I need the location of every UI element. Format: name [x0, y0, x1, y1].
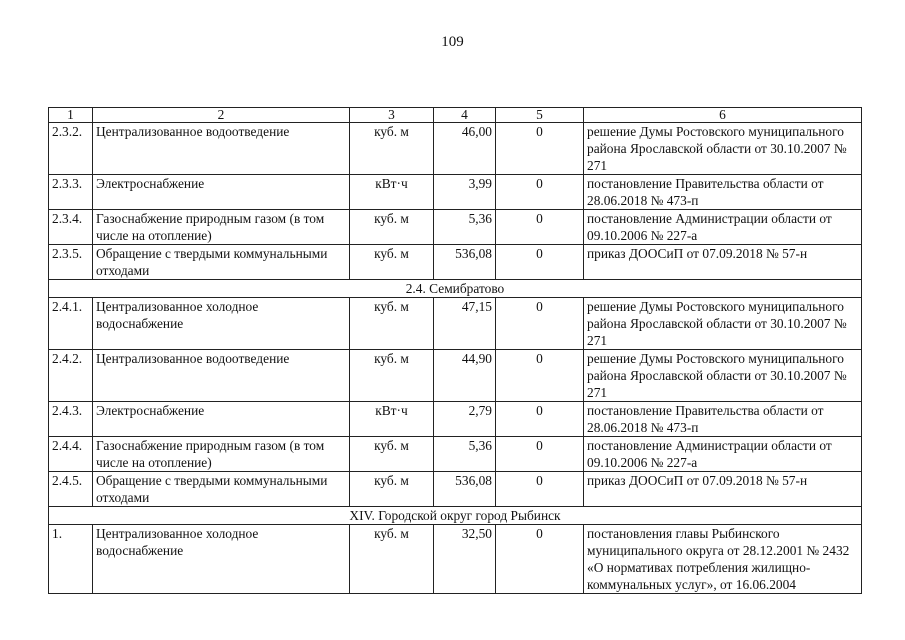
column5-value: 0	[496, 245, 584, 280]
header-cell: 6	[584, 108, 862, 123]
row-number: 2.4.5.	[49, 472, 93, 507]
unit-of-measure: куб. м	[350, 210, 434, 245]
norm-value: 2,79	[434, 402, 496, 437]
row-number: 1.	[49, 525, 93, 594]
unit-of-measure: куб. м	[350, 245, 434, 280]
section-heading-row	[49, 507, 862, 525]
table-row	[49, 298, 862, 350]
legal-basis: решение Думы Ростовского муниципального района Ярославской области от 30.10.2007 № 271	[584, 123, 862, 175]
unit-of-measure: куб. м	[350, 298, 434, 350]
column5-value: 0	[496, 175, 584, 210]
unit-of-measure: куб. м	[350, 437, 434, 472]
column5-value: 0	[496, 123, 584, 175]
header-cell: 3	[350, 108, 434, 123]
legal-basis: постановление Администрации области от 09.10.2006 № 227-а	[584, 210, 862, 245]
column5-value: 0	[496, 350, 584, 402]
unit-of-measure: куб. м	[350, 350, 434, 402]
header-cell: 2	[93, 108, 350, 123]
norm-value: 47,15	[434, 298, 496, 350]
table-body	[49, 108, 862, 594]
header-cell: 1	[49, 108, 93, 123]
table-header-row	[49, 108, 862, 123]
row-number: 2.3.2.	[49, 123, 93, 175]
page-number: 109	[441, 34, 464, 50]
norms-table	[48, 107, 862, 594]
table-row	[49, 402, 862, 437]
table-row	[49, 210, 862, 245]
unit-of-measure: кВт·ч	[350, 402, 434, 437]
norm-value: 46,00	[434, 123, 496, 175]
service-name: Электроснабжение	[93, 402, 350, 437]
table-row	[49, 175, 862, 210]
norm-value: 536,08	[434, 245, 496, 280]
unit-of-measure: куб. м	[350, 123, 434, 175]
service-name: Централизованное водоотведение	[93, 123, 350, 175]
column5-value: 0	[496, 472, 584, 507]
unit-of-measure: куб. м	[350, 525, 434, 594]
column5-value: 0	[496, 402, 584, 437]
norm-value: 3,99	[434, 175, 496, 210]
norm-value: 5,36	[434, 437, 496, 472]
column5-value: 0	[496, 437, 584, 472]
row-number: 2.4.3.	[49, 402, 93, 437]
service-name: Газоснабжение природным газом (в том числе на отопление)	[93, 437, 350, 472]
legal-basis: постановление Правительства области от 28.06.2018 № 473-п	[584, 175, 862, 210]
legal-basis: приказ ДООСиП от 07.09.2018 № 57-н	[584, 245, 862, 280]
row-number: 2.4.1.	[49, 298, 93, 350]
unit-of-measure: кВт·ч	[350, 175, 434, 210]
norm-value: 32,50	[434, 525, 496, 594]
service-name: Обращение с твердыми коммунальными отходами	[93, 245, 350, 280]
column5-value: 0	[496, 298, 584, 350]
norm-value: 44,90	[434, 350, 496, 402]
column5-value: 0	[496, 525, 584, 594]
row-number: 2.3.4.	[49, 210, 93, 245]
service-name: Электроснабжение	[93, 175, 350, 210]
table-row	[49, 472, 862, 507]
row-number: 2.4.2.	[49, 350, 93, 402]
service-name: Обращение с твердыми коммунальными отходами	[93, 472, 350, 507]
service-name: Газоснабжение природным газом (в том числе на отопление)	[93, 210, 350, 245]
service-name: Централизованное холодное водоснабжение	[93, 525, 350, 594]
norm-value: 5,36	[434, 210, 496, 245]
norm-value: 536,08	[434, 472, 496, 507]
header-cell: 4	[434, 108, 496, 123]
legal-basis: приказ ДООСиП от 07.09.2018 № 57-н	[584, 472, 862, 507]
section-heading: 2.4. Семибратово	[49, 280, 862, 298]
table-row	[49, 123, 862, 175]
table-row	[49, 437, 862, 472]
legal-basis: постановления главы Рыбинского муниципального округа от 28.12.2001 № 2432 «О нормативах потребления жилищно-коммунальных услуг», от 16.06.2004	[584, 525, 862, 594]
section-heading-row	[49, 280, 862, 298]
unit-of-measure: куб. м	[350, 472, 434, 507]
legal-basis: постановление Администрации области от 09.10.2006 № 227-а	[584, 437, 862, 472]
legal-basis: постановление Правительства области от 28.06.2018 № 473-п	[584, 402, 862, 437]
legal-basis: решение Думы Ростовского муниципального района Ярославской области от 30.10.2007 № 271	[584, 350, 862, 402]
column5-value: 0	[496, 210, 584, 245]
row-number: 2.3.5.	[49, 245, 93, 280]
table-row	[49, 350, 862, 402]
legal-basis: решение Думы Ростовского муниципального района Ярославской области от 30.10.2007 № 271	[584, 298, 862, 350]
table-row	[49, 525, 862, 594]
row-number: 2.3.3.	[49, 175, 93, 210]
table-row	[49, 245, 862, 280]
service-name: Централизованное холодное водоснабжение	[93, 298, 350, 350]
row-number: 2.4.4.	[49, 437, 93, 472]
header-cell: 5	[496, 108, 584, 123]
section-heading: XIV. Городской округ город Рыбинск	[49, 507, 862, 525]
service-name: Централизованное водоотведение	[93, 350, 350, 402]
